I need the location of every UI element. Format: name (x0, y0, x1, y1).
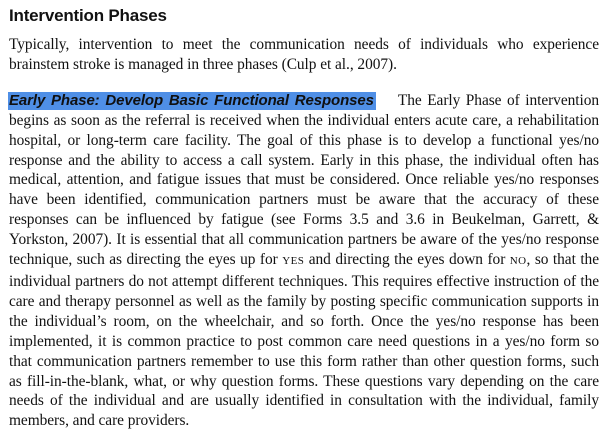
early-phase-text-part-3: , so that the individual partners do not attempt different techniques. This requires effective instruction of the care and therapy personnel as well as the family by posting specific communication supports in the individual’s room, on the wheelchair, and so forth. Once the yes/no response has been implemented, it is common practice to post common care need questions in a yes/no form so that communication partners remember to use this form rather than other question forms, such as fill-in-the-blank, what, or why question forms. These questions vary depending on the care needs of the individual and are usually identified in consultation with the individual, family members, and care providers. (9, 251, 599, 430)
no-word: NO (509, 255, 527, 268)
yes-word: YES (282, 255, 305, 268)
section-title: Intervention Phases (9, 6, 167, 25)
early-phase-heading-highlighted[interactable]: Early Phase: Develop Basic Functional Responses (9, 91, 374, 109)
intro-paragraph: Typically, intervention to meet the communication needs of individuals who experience brainstem stroke is managed in three phases (Culp et al., 2007). (9, 36, 599, 73)
early-phase-text-part-2: and directing the eyes down for (304, 251, 510, 269)
document-page (9, 6, 599, 431)
early-phase-text-part-1: The Early Phase of intervention begins as soon as the referral is received when the individual enters acute care, a rehabilitation hospital, or long-term care facility. The goal of this phase is to develop a functional yes/no response and the ability to access a call system. Early in this phase, the individual often has medical, attention, and fatigue issues that must be considered. Once reliable yes/no responses have been identified, communication partners must be aware that the accuracy of these responses can be influenced by fatigue (see Forms 3.5 and 3.6 in Beukelman, Garrett, & Yorkston, 2007). It is essential that all communication partners be aware of the yes/no response technique, such as directing the eyes up for (9, 91, 599, 269)
early-phase-paragraph (9, 91, 599, 431)
